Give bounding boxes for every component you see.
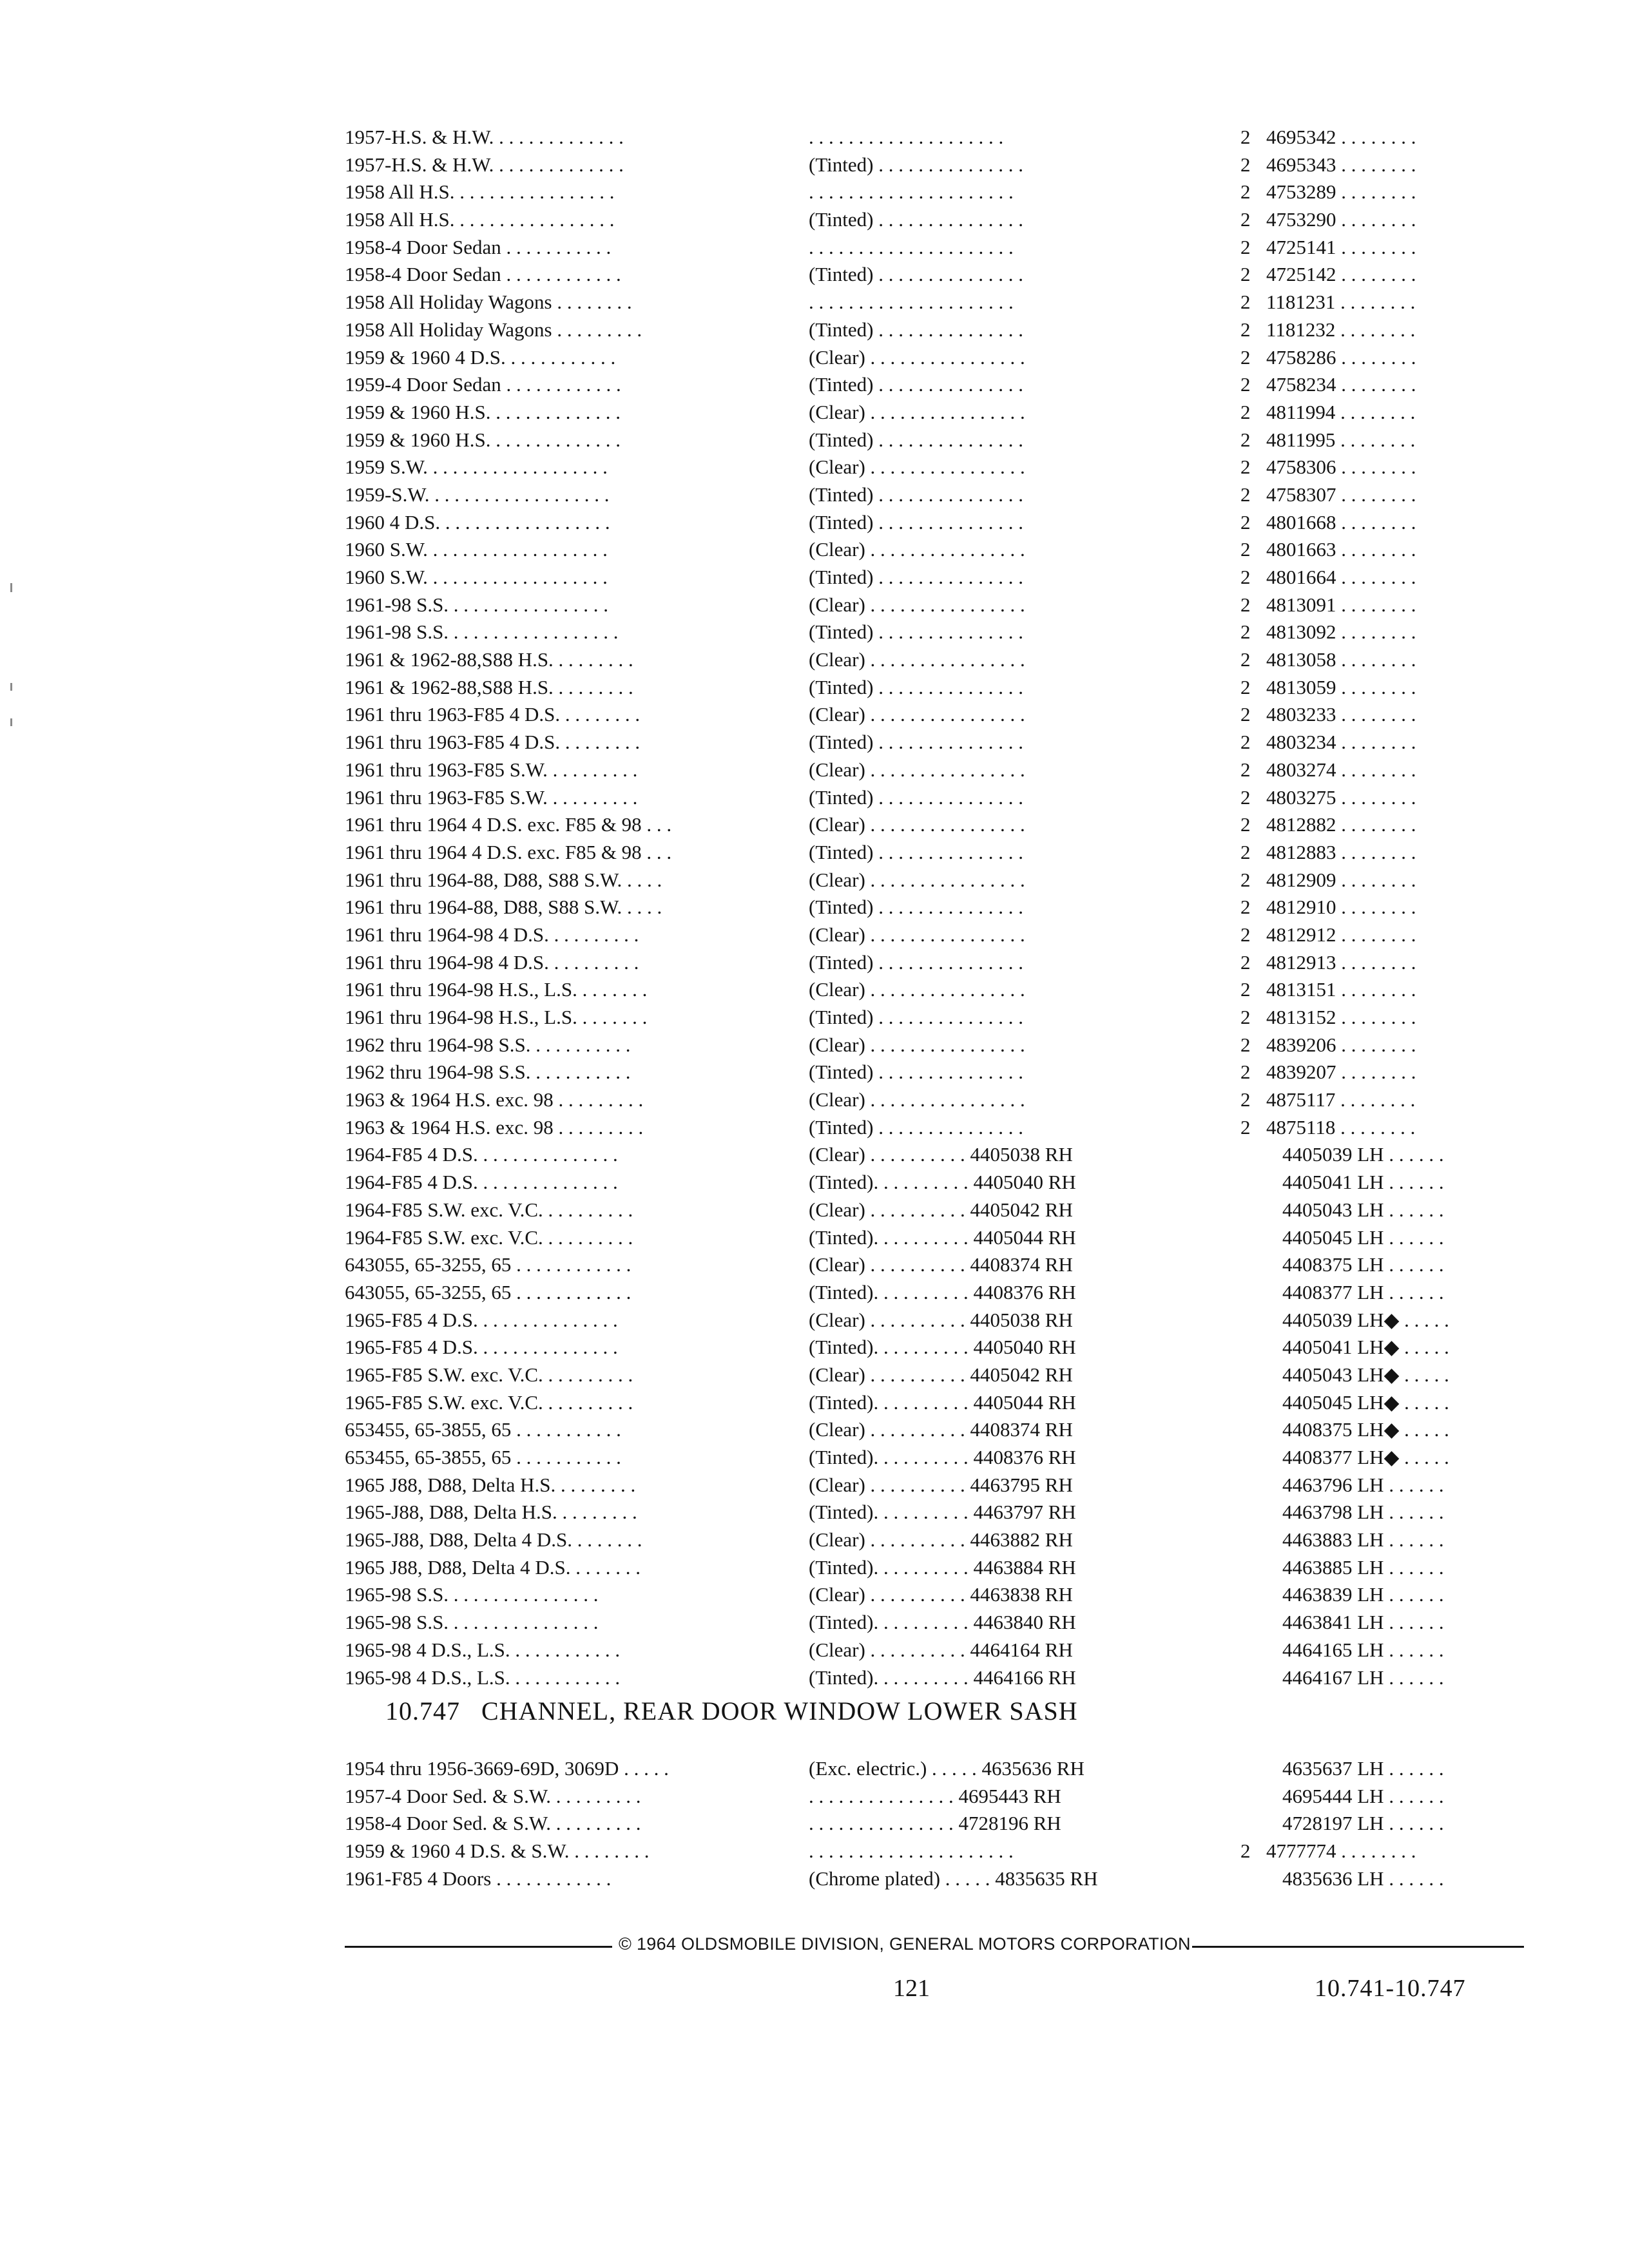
model-cell: 1965-J88, D88, Delta 4 D.S. . . . . . . .: [345, 1528, 642, 1552]
table-row: [345, 1196, 1524, 1224]
model-cell: 1965-98 S.S. . . . . . . . . . . . . . . .: [345, 1583, 599, 1606]
model-cell: 1965 J88, D88, Delta H.S. . . . . . . . .: [345, 1473, 636, 1496]
model-cell: 643055, 65-3255, 65 . . . . . . . . . . . .: [345, 1253, 631, 1276]
section-heading: [385, 1696, 1078, 1726]
margin-mark: [10, 583, 12, 592]
part-number-cell: 4812912 . . . . . . . .: [1266, 923, 1416, 946]
description-cell: (Tinted). . . . . . . . . . 4405040 RH: [809, 1171, 1076, 1194]
description-cell: (Tinted). . . . . . . . . . 4463884 RH: [809, 1555, 1076, 1579]
description-cell: (Clear) . . . . . . . . . . 4463882 RH: [809, 1528, 1073, 1552]
quantity-cell: 2: [1240, 483, 1251, 506]
quantity-cell: 2: [1240, 703, 1251, 726]
description-cell: (Tinted). . . . . . . . . . 4405040 RH: [809, 1336, 1076, 1359]
table-row: [345, 867, 1524, 894]
quantity-cell: 2: [1240, 566, 1251, 588]
table-row: [345, 234, 1524, 262]
model-cell: 1965-F85 4 D.S. . . . . . . . . . . . . . .: [345, 1336, 618, 1359]
part-number-cell: 4777774 . . . . . . . .: [1266, 1840, 1416, 1863]
part-number-cell: 4464167 LH . . . . . .: [1282, 1666, 1444, 1689]
table-row: [345, 1224, 1524, 1252]
quantity-cell: 2: [1240, 840, 1251, 863]
table-row: [345, 1389, 1524, 1417]
table-row: [345, 729, 1524, 756]
table-row: [345, 1755, 1524, 1783]
table-row: [345, 1114, 1524, 1142]
description-cell: (Tinted) . . . . . . . . . . . . . . .: [809, 263, 1023, 286]
part-number-cell: 4839207 . . . . . . . .: [1266, 1061, 1416, 1084]
part-number-cell: 4758286 . . . . . . . .: [1266, 345, 1416, 369]
description-cell: (Clear) . . . . . . . . . . . . . . . .: [809, 648, 1025, 671]
quantity-cell: 2: [1240, 538, 1251, 561]
margin-mark: [10, 718, 12, 726]
description-cell: . . . . . . . . . . . . . . . . . . . .: [809, 126, 1004, 148]
part-number-cell: 4464165 LH . . . . . .: [1282, 1638, 1444, 1661]
description-cell: (Tinted) . . . . . . . . . . . . . . .: [809, 675, 1023, 698]
footer-copyright: © 1964 OLDSMOBILE DIVISION, GENERAL MOTORS CORPORATION: [619, 1934, 1191, 1954]
quantity-cell: 2: [1240, 813, 1251, 836]
table-row: [345, 1865, 1524, 1893]
table-row: [345, 371, 1524, 399]
table-row: [345, 1637, 1524, 1664]
table-row: [345, 151, 1524, 179]
part-number-cell: 4875118 . . . . . . . .: [1266, 1115, 1416, 1139]
part-number-cell: 4812882 . . . . . . . .: [1266, 813, 1416, 836]
model-cell: 1961 thru 1964-98 4 D.S. . . . . . . . . .: [345, 923, 639, 946]
quantity-cell: 2: [1240, 923, 1251, 946]
table-row: [345, 1059, 1524, 1086]
model-cell: 1958 All Holiday Wagons . . . . . . . . .: [345, 318, 642, 341]
table-row: [345, 1251, 1524, 1279]
quantity-cell: 2: [1240, 896, 1251, 919]
table-row: [345, 839, 1524, 867]
model-cell: 1965-98 4 D.S., L.S. . . . . . . . . . . .: [345, 1638, 621, 1661]
model-cell: 1965-F85 S.W. exc. V.C. . . . . . . . . .: [345, 1363, 633, 1386]
part-number-cell: 4635637 LH . . . . . .: [1282, 1757, 1444, 1780]
part-number-cell: 4813151 . . . . . . . .: [1266, 978, 1416, 1001]
page-number: 121: [893, 1975, 930, 2002]
model-cell: 1962 thru 1964-98 S.S. . . . . . . . . . .: [345, 1033, 631, 1056]
description-cell: (Tinted) . . . . . . . . . . . . . . .: [809, 483, 1023, 506]
description-cell: (Tinted). . . . . . . . . . 4408376 RH: [809, 1446, 1076, 1468]
model-cell: 1965-F85 4 D.S. . . . . . . . . . . . . . .: [345, 1308, 618, 1331]
part-number-cell: 4801663 . . . . . . . .: [1266, 538, 1416, 561]
quantity-cell: 2: [1240, 1088, 1251, 1111]
description-cell: (Tinted) . . . . . . . . . . . . . . .: [809, 620, 1023, 644]
model-cell: 1959 & 1960 H.S. . . . . . . . . . . . . .: [345, 400, 621, 423]
description-cell: (Clear) . . . . . . . . . . 4463795 RH: [809, 1473, 1073, 1496]
table-row: [345, 1307, 1524, 1334]
quantity-cell: 2: [1240, 620, 1251, 644]
description-cell: (Tinted) . . . . . . . . . . . . . . .: [809, 318, 1023, 341]
quantity-cell: 2: [1240, 1006, 1251, 1028]
description-cell: (Tinted). . . . . . . . . . 4405044 RH: [809, 1225, 1076, 1249]
table-row: [345, 1581, 1524, 1609]
table-row: [345, 1086, 1524, 1114]
description-cell: (Tinted) . . . . . . . . . . . . . . .: [809, 950, 1023, 974]
part-number-cell: 4801668 . . . . . . . .: [1266, 510, 1416, 533]
description-cell: (Clear) . . . . . . . . . . . . . . . .: [809, 813, 1025, 836]
model-cell: 1960 S.W. . . . . . . . . . . . . . . . . . .: [345, 566, 608, 588]
description-cell: (Clear) . . . . . . . . . . 4405038 RH: [809, 1143, 1073, 1166]
description-cell: (Tinted) . . . . . . . . . . . . . . .: [809, 428, 1023, 451]
quantity-cell: 2: [1240, 400, 1251, 423]
table-row: [345, 1838, 1524, 1865]
quantity-cell: 2: [1240, 208, 1251, 231]
description-cell: (Clear) . . . . . . . . . . . . . . . .: [809, 978, 1025, 1001]
model-cell: 653455, 65-3855, 65 . . . . . . . . . . .: [345, 1446, 621, 1468]
part-number-cell: 4405043 LH◆ . . . . .: [1282, 1363, 1449, 1386]
quantity-cell: 2: [1240, 1840, 1251, 1863]
table-row: [345, 564, 1524, 591]
table-row: [345, 399, 1524, 427]
model-cell: 1963 & 1964 H.S. exc. 98 . . . . . . . . .: [345, 1115, 644, 1139]
table-row: [345, 1334, 1524, 1361]
model-cell: 1957-H.S. & H.W. . . . . . . . . . . . . .: [345, 153, 624, 176]
description-cell: (Clear) . . . . . . . . . . 4405042 RH: [809, 1363, 1073, 1386]
description-cell: (Clear) . . . . . . . . . . 4408374 RH: [809, 1253, 1073, 1276]
part-number-cell: 4408375 LH◆ . . . . .: [1282, 1418, 1449, 1441]
quantity-cell: 2: [1240, 456, 1251, 479]
table-row: [345, 316, 1524, 344]
table-row: [345, 454, 1524, 481]
model-cell: 1964-F85 4 D.S. . . . . . . . . . . . . . .: [345, 1143, 618, 1166]
part-number-cell: 4463798 LH . . . . . .: [1282, 1501, 1444, 1524]
part-number-cell: 4811994 . . . . . . . .: [1266, 400, 1416, 423]
part-number-cell: 4803274 . . . . . . . .: [1266, 758, 1416, 781]
table-row: [345, 289, 1524, 316]
model-cell: 1965-98 4 D.S., L.S. . . . . . . . . . . .: [345, 1666, 621, 1689]
part-number-cell: 4803275 . . . . . . . .: [1266, 785, 1416, 809]
part-number-cell: 4801664 . . . . . . . .: [1266, 566, 1416, 588]
quantity-cell: 2: [1240, 785, 1251, 809]
model-cell: 1961 thru 1964-98 4 D.S. . . . . . . . . .: [345, 950, 639, 974]
description-cell: (Clear) . . . . . . . . . . 4408374 RH: [809, 1418, 1073, 1441]
model-cell: 1962 thru 1964-98 S.S. . . . . . . . . . .: [345, 1061, 631, 1084]
model-cell: 1965-J88, D88, Delta H.S. . . . . . . . .: [345, 1501, 637, 1524]
quantity-cell: 2: [1240, 950, 1251, 974]
part-number-cell: 4758306 . . . . . . . .: [1266, 456, 1416, 479]
part-number-cell: 4405041 LH . . . . . .: [1282, 1171, 1444, 1194]
model-cell: 1960 S.W. . . . . . . . . . . . . . . . . . .: [345, 538, 608, 561]
description-cell: (Tinted) . . . . . . . . . . . . . . .: [809, 566, 1023, 588]
model-cell: 1961 thru 1964 4 D.S. exc. F85 & 98 . . .: [345, 813, 672, 836]
model-cell: 1957-H.S. & H.W. . . . . . . . . . . . . .: [345, 126, 624, 148]
table-row: [345, 206, 1524, 234]
part-number-cell: 4463885 LH . . . . . .: [1282, 1555, 1444, 1579]
table-row: [345, 784, 1524, 812]
description-cell: (Clear) . . . . . . . . . . 4405042 RH: [809, 1198, 1073, 1221]
quantity-cell: 2: [1240, 235, 1251, 258]
description-cell: (Clear) . . . . . . . . . . . . . . . .: [809, 1033, 1025, 1056]
description-cell: (Clear) . . . . . . . . . . . . . . . .: [809, 923, 1025, 946]
quantity-cell: 2: [1240, 978, 1251, 1001]
part-number-cell: 4728197 LH . . . . . .: [1282, 1812, 1444, 1835]
description-cell: (Tinted) . . . . . . . . . . . . . . .: [809, 896, 1023, 919]
table-row: [345, 1810, 1524, 1838]
part-number-cell: 4695343 . . . . . . . .: [1266, 153, 1416, 176]
description-cell: (Clear) . . . . . . . . . . . . . . . .: [809, 400, 1025, 423]
description-cell: (Clear) . . . . . . . . . . . . . . . .: [809, 456, 1025, 479]
description-cell: (Tinted) . . . . . . . . . . . . . . .: [809, 1061, 1023, 1084]
table-row: [345, 1664, 1524, 1692]
quantity-cell: 2: [1240, 180, 1251, 204]
description-cell: (Clear) . . . . . . . . . . . . . . . .: [809, 593, 1025, 616]
table-row: [345, 1032, 1524, 1059]
table-row: [345, 1416, 1524, 1444]
quantity-cell: 2: [1240, 126, 1251, 148]
model-cell: 1961 thru 1963-F85 S.W. . . . . . . . . .: [345, 758, 638, 781]
description-cell: (Clear) . . . . . . . . . . . . . . . .: [809, 868, 1025, 891]
part-number-cell: 4463841 LH . . . . . .: [1282, 1611, 1444, 1634]
description-cell: (Clear) . . . . . . . . . . . . . . . .: [809, 703, 1025, 726]
quantity-cell: 2: [1240, 373, 1251, 396]
description-cell: (Clear) . . . . . . . . . . 4464164 RH: [809, 1638, 1073, 1661]
description-cell: (Tinted) . . . . . . . . . . . . . . .: [809, 373, 1023, 396]
model-cell: 1958 All H.S. . . . . . . . . . . . . . . . .: [345, 180, 615, 204]
table-row: [345, 178, 1524, 206]
description-cell: (Tinted) . . . . . . . . . . . . . . .: [809, 153, 1023, 176]
table-row: [345, 427, 1524, 454]
description-cell: (Tinted). . . . . . . . . . 4463840 RH: [809, 1611, 1076, 1634]
model-cell: 1959-S.W. . . . . . . . . . . . . . . . . . .: [345, 483, 610, 506]
model-cell: 1964-F85 4 D.S. . . . . . . . . . . . . . .: [345, 1171, 618, 1194]
model-cell: 1961-98 S.S. . . . . . . . . . . . . . . . . .: [345, 620, 619, 644]
part-number-cell: 4875117 . . . . . . . .: [1266, 1088, 1416, 1111]
quantity-cell: 2: [1240, 868, 1251, 891]
part-number-cell: 1181232 . . . . . . . .: [1266, 318, 1416, 341]
description-cell: (Tinted) . . . . . . . . . . . . . . .: [809, 1006, 1023, 1028]
model-cell: 1959 & 1960 H.S. . . . . . . . . . . . . .: [345, 428, 621, 451]
table-row: [345, 921, 1524, 949]
model-cell: 1961 & 1962-88,S88 H.S. . . . . . . . .: [345, 675, 633, 698]
table-row: [345, 1609, 1524, 1637]
part-number-cell: 4695444 LH . . . . . .: [1282, 1784, 1444, 1807]
description-cell: . . . . . . . . . . . . . . . . . . . . .: [809, 1840, 1014, 1863]
quantity-cell: 2: [1240, 731, 1251, 754]
part-number-cell: 4725141 . . . . . . . .: [1266, 235, 1416, 258]
table-row: [345, 619, 1524, 646]
quantity-cell: 2: [1240, 1115, 1251, 1139]
description-cell: (Clear) . . . . . . . . . . . . . . . .: [809, 345, 1025, 369]
model-cell: 1961 thru 1964-98 H.S., L.S. . . . . . . .: [345, 1006, 648, 1028]
description-cell: (Tinted). . . . . . . . . . 4463797 RH: [809, 1501, 1076, 1524]
model-cell: 1961 thru 1964-88, D88, S88 S.W. . . . .: [345, 868, 662, 891]
part-number-cell: 4803233 . . . . . . . .: [1266, 703, 1416, 726]
part-number-cell: 4812913 . . . . . . . .: [1266, 950, 1416, 974]
description-cell: (Exc. electric.) . . . . . 4635636 RH: [809, 1757, 1084, 1780]
part-number-cell: 4408377 LH . . . . . .: [1282, 1280, 1444, 1303]
description-cell: (Chrome plated) . . . . . 4835635 RH: [809, 1867, 1098, 1890]
part-number-cell: 4405043 LH . . . . . .: [1282, 1198, 1444, 1221]
margin-mark: [10, 683, 12, 691]
table-row: [345, 811, 1524, 839]
section-title: CHANNEL, REAR DOOR WINDOW LOWER SASH: [481, 1696, 1078, 1725]
part-number-cell: 4695342 . . . . . . . .: [1266, 126, 1416, 148]
model-cell: 1958-4 Door Sedan . . . . . . . . . . .: [345, 235, 612, 258]
model-cell: 1965-F85 S.W. exc. V.C. . . . . . . . . .: [345, 1390, 633, 1414]
model-cell: 1959 S.W. . . . . . . . . . . . . . . . . . .: [345, 456, 608, 479]
quantity-cell: 2: [1240, 263, 1251, 286]
part-number-cell: 4758234 . . . . . . . .: [1266, 373, 1416, 396]
part-number-cell: 4813059 . . . . . . . .: [1266, 675, 1416, 698]
table-row: [345, 894, 1524, 921]
description-cell: (Tinted). . . . . . . . . . 4464166 RH: [809, 1666, 1076, 1689]
table-row: [345, 591, 1524, 619]
table-row: [345, 1444, 1524, 1472]
quantity-cell: 2: [1240, 593, 1251, 616]
quantity-cell: 2: [1240, 428, 1251, 451]
description-cell: (Clear) . . . . . . . . . . . . . . . .: [809, 538, 1025, 561]
model-cell: 1961 thru 1964-88, D88, S88 S.W. . . . .: [345, 896, 662, 919]
quantity-cell: 2: [1240, 318, 1251, 341]
description-cell: . . . . . . . . . . . . . . . . . . . . .: [809, 180, 1014, 204]
model-cell: 1958-4 Door Sedan . . . . . . . . . . . .: [345, 263, 621, 286]
table-row: [345, 1004, 1524, 1032]
table-row: [345, 124, 1524, 151]
part-number-cell: 4753289 . . . . . . . .: [1266, 180, 1416, 204]
quantity-cell: 2: [1240, 675, 1251, 698]
parts-table-channel: [345, 1755, 1524, 1892]
model-cell: 1959 & 1960 4 D.S. . . . . . . . . . . .: [345, 345, 616, 369]
model-cell: 1959 & 1960 4 D.S. & S.W. . . . . . . . .: [345, 1840, 650, 1863]
part-number-cell: 4811995 . . . . . . . .: [1266, 428, 1416, 451]
description-cell: (Tinted) . . . . . . . . . . . . . . .: [809, 510, 1023, 533]
description-cell: . . . . . . . . . . . . . . . . . . . . .: [809, 291, 1014, 314]
model-cell: 1958 All Holiday Wagons . . . . . . . .: [345, 291, 632, 314]
part-number-cell: 4812910 . . . . . . . .: [1266, 896, 1416, 919]
part-number-cell: 4813152 . . . . . . . .: [1266, 1006, 1416, 1028]
quantity-cell: 2: [1240, 153, 1251, 176]
model-cell: 1958 All H.S. . . . . . . . . . . . . . . . .: [345, 208, 615, 231]
quantity-cell: 2: [1240, 648, 1251, 671]
model-cell: 1965-98 S.S. . . . . . . . . . . . . . . .: [345, 1611, 599, 1634]
part-number-cell: 4408375 LH . . . . . .: [1282, 1253, 1444, 1276]
model-cell: 1960 4 D.S. . . . . . . . . . . . . . . . . .: [345, 510, 610, 533]
table-row: [345, 1361, 1524, 1389]
model-cell: 1963 & 1964 H.S. exc. 98 . . . . . . . . .: [345, 1088, 644, 1111]
part-number-cell: 4405041 LH◆ . . . . .: [1282, 1336, 1449, 1359]
model-cell: 653455, 65-3855, 65 . . . . . . . . . . .: [345, 1418, 621, 1441]
quantity-cell: 2: [1240, 291, 1251, 314]
description-cell: (Clear) . . . . . . . . . . 4463838 RH: [809, 1583, 1073, 1606]
part-number-cell: 4405045 LH◆ . . . . .: [1282, 1390, 1449, 1414]
table-row: [345, 701, 1524, 729]
part-number-cell: 4725142 . . . . . . . .: [1266, 263, 1416, 286]
table-row: [345, 756, 1524, 784]
table-row: [345, 536, 1524, 564]
part-number-cell: 4812909 . . . . . . . .: [1266, 868, 1416, 891]
quantity-cell: 2: [1240, 1033, 1251, 1056]
model-cell: 1958-4 Door Sed. & S.W. . . . . . . . . .: [345, 1812, 641, 1835]
quantity-cell: 2: [1240, 510, 1251, 533]
model-cell: 1954 thru 1956-3669-69D, 3069D . . . . .: [345, 1757, 669, 1780]
table-row: [345, 674, 1524, 702]
model-cell: 1961 thru 1963-F85 S.W. . . . . . . . . .: [345, 785, 638, 809]
page-section-range: 10.741-10.747: [1315, 1975, 1466, 2002]
description-cell: (Clear) . . . . . . . . . . . . . . . .: [809, 758, 1025, 781]
parts-table-glass: [345, 124, 1524, 1691]
model-cell: 643055, 65-3255, 65 . . . . . . . . . . . .: [345, 1280, 631, 1303]
section-number: 10.747: [385, 1696, 460, 1725]
model-cell: 1961-98 S.S. . . . . . . . . . . . . . . . .: [345, 593, 609, 616]
table-row: [345, 261, 1524, 289]
model-cell: 1961 thru 1964 4 D.S. exc. F85 & 98 . . .: [345, 840, 672, 863]
description-cell: (Tinted) . . . . . . . . . . . . . . .: [809, 840, 1023, 863]
part-number-cell: 4463796 LH . . . . . .: [1282, 1473, 1444, 1496]
model-cell: 1961-F85 4 Doors . . . . . . . . . . . .: [345, 1867, 612, 1890]
part-number-cell: 4758307 . . . . . . . .: [1266, 483, 1416, 506]
quantity-cell: 2: [1240, 1061, 1251, 1084]
part-number-cell: 4839206 . . . . . . . .: [1266, 1033, 1416, 1056]
part-number-cell: 4408377 LH◆ . . . . .: [1282, 1446, 1449, 1468]
table-row: [345, 1499, 1524, 1526]
model-cell: 1961 thru 1964-98 H.S., L.S. . . . . . . .: [345, 978, 648, 1001]
part-number-cell: 4813092 . . . . . . . .: [1266, 620, 1416, 644]
part-number-cell: 4405039 LH◆ . . . . .: [1282, 1308, 1449, 1331]
footer-rule-left: [345, 1946, 612, 1948]
model-cell: 1964-F85 S.W. exc. V.C. . . . . . . . . .: [345, 1225, 633, 1249]
table-row: [345, 1141, 1524, 1169]
table-row: [345, 509, 1524, 537]
part-number-cell: 4813058 . . . . . . . .: [1266, 648, 1416, 671]
model-cell: 1965 J88, D88, Delta 4 D.S. . . . . . . .: [345, 1555, 641, 1579]
footer-rule-right: [1192, 1946, 1524, 1948]
part-number-cell: 4405045 LH . . . . . .: [1282, 1225, 1444, 1249]
part-number-cell: 4813091 . . . . . . . .: [1266, 593, 1416, 616]
model-cell: 1961 thru 1963-F85 4 D.S. . . . . . . . .: [345, 703, 641, 726]
table-row: [345, 1472, 1524, 1499]
part-number-cell: 4812883 . . . . . . . .: [1266, 840, 1416, 863]
description-cell: (Clear) . . . . . . . . . . 4405038 RH: [809, 1308, 1073, 1331]
description-cell: (Clear) . . . . . . . . . . . . . . . .: [809, 1088, 1025, 1111]
description-cell: (Tinted) . . . . . . . . . . . . . . .: [809, 1115, 1023, 1139]
model-cell: 1959-4 Door Sedan . . . . . . . . . . . .: [345, 373, 621, 396]
part-number-cell: 4803234 . . . . . . . .: [1266, 731, 1416, 754]
description-cell: (Tinted). . . . . . . . . . 4408376 RH: [809, 1280, 1076, 1303]
table-row: [345, 1169, 1524, 1196]
model-cell: 1961 thru 1963-F85 4 D.S. . . . . . . . .: [345, 731, 641, 754]
quantity-cell: 2: [1240, 345, 1251, 369]
table-row: [345, 1526, 1524, 1554]
quantity-cell: 2: [1240, 758, 1251, 781]
table-row: [345, 646, 1524, 674]
part-number-cell: 4405039 LH . . . . . .: [1282, 1143, 1444, 1166]
table-row: [345, 1783, 1524, 1811]
model-cell: 1961 & 1962-88,S88 H.S. . . . . . . . .: [345, 648, 633, 671]
description-cell: (Tinted). . . . . . . . . . 4405044 RH: [809, 1390, 1076, 1414]
part-number-cell: 4753290 . . . . . . . .: [1266, 208, 1416, 231]
part-number-cell: 4463883 LH . . . . . .: [1282, 1528, 1444, 1552]
description-cell: (Tinted) . . . . . . . . . . . . . . .: [809, 785, 1023, 809]
table-row: [345, 1554, 1524, 1582]
description-cell: . . . . . . . . . . . . . . . 4695443 RH: [809, 1784, 1061, 1807]
part-number-cell: 1181231 . . . . . . . .: [1266, 291, 1416, 314]
part-number-cell: 4463839 LH . . . . . .: [1282, 1583, 1444, 1606]
description-cell: (Tinted) . . . . . . . . . . . . . . .: [809, 208, 1023, 231]
description-cell: . . . . . . . . . . . . . . . 4728196 RH: [809, 1812, 1061, 1835]
table-row: [345, 949, 1524, 977]
table-row: [345, 481, 1524, 509]
part-number-cell: 4835636 LH . . . . . .: [1282, 1867, 1444, 1890]
model-cell: 1964-F85 S.W. exc. V.C. . . . . . . . . .: [345, 1198, 633, 1221]
table-row: [345, 1279, 1524, 1307]
table-row: [345, 344, 1524, 372]
model-cell: 1957-4 Door Sed. & S.W. . . . . . . . . .: [345, 1784, 641, 1807]
table-row: [345, 976, 1524, 1004]
description-cell: . . . . . . . . . . . . . . . . . . . . .: [809, 235, 1014, 258]
description-cell: (Tinted) . . . . . . . . . . . . . . .: [809, 731, 1023, 754]
